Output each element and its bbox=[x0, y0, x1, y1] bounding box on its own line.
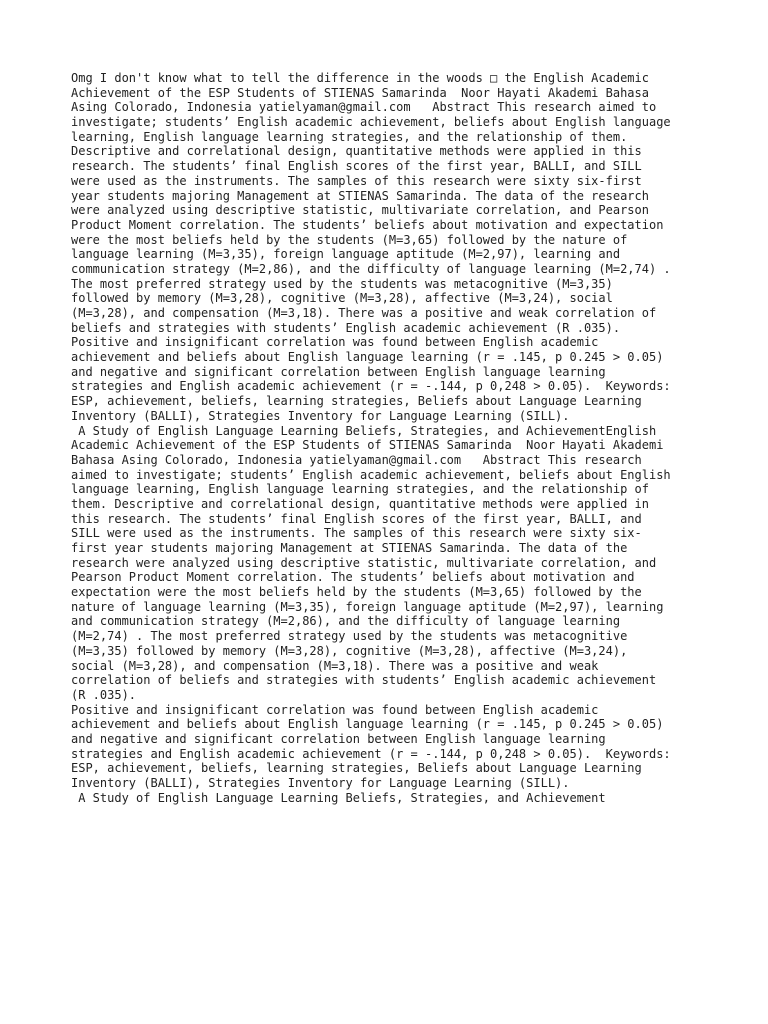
text-line: (R .035). bbox=[71, 687, 137, 702]
text-line: nature of language learning (M=3,35), foreign language aptitude (M=2,97), learning bbox=[71, 599, 664, 614]
text-line: (M=2,74) . The most preferred strategy used by the students was metacognitive bbox=[71, 629, 628, 644]
text-line: were used as the instruments. The samples of this research were sixty six-first bbox=[71, 173, 642, 188]
text-line: and negative and significant correlation between English language learning bbox=[71, 364, 606, 379]
text-line: investigate; students’ English academic achievement, beliefs about English language bbox=[71, 115, 671, 130]
text-line: strategies and English academic achievement (r = -.144, p 0,248 > 0.05). Keywords: bbox=[71, 379, 671, 394]
text-line: language learning, English language learning strategies, and the relationship of bbox=[71, 482, 649, 497]
text-line: followed by memory (M=3,28), cognitive (M=3,28), affective (M=3,24), social bbox=[71, 291, 613, 306]
text-line: Bahasa Asing Colorado, Indonesia yatielyaman@gmail.com Abstract This research bbox=[71, 452, 642, 467]
text-line: Asing Colorado, Indonesia yatielyaman@gmail.com Abstract This research aimed to bbox=[71, 100, 657, 115]
text-line: aimed to investigate; students’ English academic achievement, beliefs about English bbox=[71, 467, 671, 482]
text-line: and negative and significant correlation between English language learning bbox=[71, 731, 606, 746]
text-line: ESP, achievement, beliefs, learning strategies, Beliefs about Language Learning bbox=[71, 761, 642, 776]
document-body bbox=[71, 71, 711, 805]
text-line: The most preferred strategy used by the students was metacognitive (M=3,35) bbox=[71, 276, 613, 291]
text-line: first year students majoring Management at STIENAS Samarinda. The data of the bbox=[71, 541, 628, 555]
text-line: Descriptive and correlational design, quantitative methods were applied in this bbox=[71, 144, 642, 159]
text-line: SILL were used as the instruments. The samples of this research were sixty six- bbox=[71, 526, 642, 541]
text-line: A Study of English Language Learning Beliefs, Strategies, and AchievementEnglish bbox=[71, 423, 657, 438]
text-line: were analyzed using descriptive statistic, multivariate correlation, and Pearson bbox=[71, 203, 649, 218]
text-line: (M=3,28), and compensation (M=3,18). There was a positive and weak correlation of bbox=[71, 306, 657, 320]
text-line: were the most beliefs held by the students (M=3,65) followed by the nature of bbox=[71, 232, 628, 247]
text-line: them. Descriptive and correlational design, quantitative methods were applied in bbox=[71, 496, 649, 511]
text-line: and communication strategy (M=2,86), and the difficulty of language learning bbox=[71, 614, 621, 629]
text-line: research. The students’ final English scores of the first year, BALLI, and SILL bbox=[71, 159, 642, 174]
text-line: Inventory (BALLI), Strategies Inventory for Language Learning (SILL). bbox=[71, 408, 570, 423]
text-line: year students majoring Management at STIENAS Samarinda. The data of the research bbox=[71, 188, 649, 203]
text-line: expectation were the most beliefs held by the students (M=3,65) followed by the bbox=[71, 585, 642, 600]
text-line: correlation of beliefs and strategies with students’ English academic achievement bbox=[71, 673, 657, 688]
text-line: Academic Achievement of the ESP Students of STIENAS Samarinda Noor Hayati Akademi bbox=[71, 438, 664, 453]
text-line: this research. The students’ final English scores of the first year, BALLI, and bbox=[71, 511, 642, 526]
text-line: A Study of English Language Learning Beliefs, Strategies, and Achievement bbox=[71, 790, 606, 805]
text-line: Pearson Product Moment correlation. The students’ beliefs about motivation and bbox=[71, 570, 635, 585]
text-line: Positive and insignificant correlation was found between English academic bbox=[71, 702, 599, 717]
text-line: beliefs and strategies with students’ English academic achievement (R .035). bbox=[71, 320, 621, 335]
text-line: language learning (M=3,35), foreign language aptitude (M=2,97), learning and bbox=[71, 247, 621, 262]
text-line: Inventory (BALLI), Strategies Inventory for Language Learning (SILL). bbox=[71, 776, 570, 790]
text-line: achievement and beliefs about English language learning (r = .145, p 0.245 > 0.05) bbox=[71, 350, 664, 365]
text-line: Achievement of the ESP Students of STIENAS Samarinda Noor Hayati Akademi Bahasa bbox=[71, 85, 649, 100]
text-line: Omg I don't know what to tell the difference in the woods □ the English Academic bbox=[71, 71, 649, 85]
text-line: social (M=3,28), and compensation (M=3,18). There was a positive and weak bbox=[71, 658, 599, 673]
text-line: ESP, achievement, beliefs, learning strategies, Beliefs about Language Learning bbox=[71, 394, 642, 409]
text-line: learning, English language learning strategies, and the relationship of them. bbox=[71, 129, 628, 144]
text-line: (M=3,35) followed by memory (M=3,28), cognitive (M=3,28), affective (M=3,24), bbox=[71, 643, 628, 658]
text-line: communication strategy (M=2,86), and the difficulty of language learning (M=2,74) . bbox=[71, 261, 671, 276]
text-line: Positive and insignificant correlation was found between English academic bbox=[71, 335, 599, 350]
text-line: research were analyzed using descriptive statistic, multivariate correlation, and bbox=[71, 555, 657, 570]
text-line: achievement and beliefs about English language learning (r = .145, p 0.245 > 0.05) bbox=[71, 717, 664, 732]
text-line: Product Moment correlation. The students’ beliefs about motivation and expectation bbox=[71, 217, 664, 232]
text-line: strategies and English academic achievement (r = -.144, p 0,248 > 0.05). Keywords: bbox=[71, 746, 671, 761]
